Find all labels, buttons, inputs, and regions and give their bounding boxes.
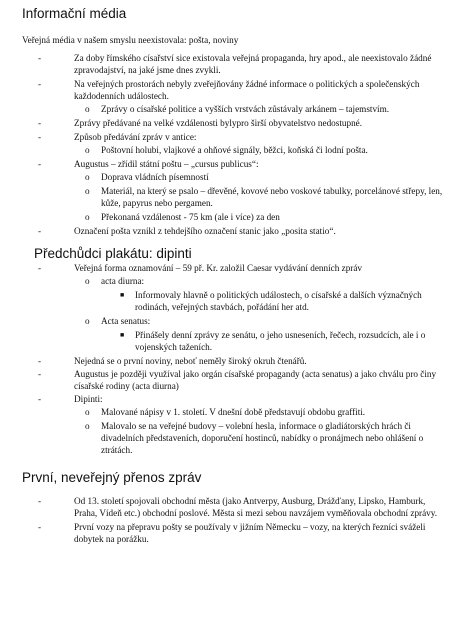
- bullet-list: [22, 52, 447, 237]
- circle-bullet-icon: o: [85, 186, 90, 196]
- dash-bullet-icon: -: [38, 496, 42, 506]
- section-prvni-neverejny-prenos: [22, 470, 447, 545]
- intro-paragraph: Veřejná média v našem smyslu neexistovala: pošta, noviny: [22, 35, 239, 45]
- dash-bullet-icon: -: [38, 522, 42, 532]
- sub-list-item: o Malovalo se na veřejné budovy – volební hesla, informace o gladiátorských hrách či divadelních představeních, doporučení hostinců, nabídky o pronájmech nebo ohlášení o ztrátách.: [85, 421, 424, 455]
- circle-bullet-icon: o: [85, 421, 90, 431]
- section-heading: První, neveřejný přenos zpráv: [22, 470, 202, 485]
- sub-list-item: o Překonaná vzdálenost - 75 km (ale i více) za den: [85, 212, 280, 222]
- dash-bullet-icon: -: [38, 356, 42, 366]
- dash-bullet-icon: -: [38, 79, 42, 89]
- list-item: - Označení pošta vznikl z tehdejšího označení stanic jako „posita statio“.: [38, 226, 336, 236]
- list-item: - Dipinti: o Malované nápisy v 1. století. V dnešní době představují obdobu graffiti. o Malovalo se na veřejné budovy – volební hesla, informace o gladiátorských hrách či divadelních představeních, doporučení hostinců, nabídky o pronájmech nebo ohlášení o ztrátách.: [22, 393, 447, 456]
- sub-sub-list: [101, 329, 447, 353]
- circle-bullet-icon: o: [85, 145, 90, 155]
- list-item: - Nejedná se o první noviny, neboť neměly široký okruh čtenářů.: [38, 356, 307, 366]
- sub-list: [74, 144, 447, 156]
- dash-bullet-icon: -: [38, 132, 42, 142]
- dash-bullet-icon: -: [38, 394, 42, 404]
- sub-list-item: o Doprava vládních písemností: [85, 172, 209, 182]
- sub-sub-list: [101, 289, 447, 313]
- circle-bullet-icon: o: [85, 212, 90, 222]
- sub-list-item: o Acta senatus: ■ Přinášely denní zprávy ze senátu, o jeho usneseních, řečech, rozsudcích, ale i o vojenských taženích.: [74, 315, 447, 353]
- list-item: - Zprávy předávané na velké vzdálenosti bylypro širší obyvatelstvo nedostupné.: [38, 118, 363, 128]
- dash-bullet-icon: -: [38, 369, 42, 379]
- dash-bullet-icon: -: [38, 53, 42, 63]
- sub-list: [74, 406, 447, 456]
- dash-bullet-icon: -: [38, 118, 42, 128]
- list-item: - Způsob předávání zpráv v antice: o Poštovní holubi, vlajkové a ohňové signály, běžci, koňská či lodní pošta.: [22, 131, 447, 156]
- circle-bullet-icon: o: [85, 104, 90, 114]
- sub-list-item: o Poštovní holubi, vlajkové a ohňové signály, běžci, koňská či lodní pošta.: [85, 145, 368, 155]
- list-item: - Veřejná forma oznamování – 59 př. Kr. založil Caesar vydávání denních zpráv o acta diurna: ■ Informovaly hlavně o politických událostech, o císařské a dalších význačných rodinách, veřejných stavbách, pořádání her atd. o Acta senatus: ■ Přinášely denní zprávy ze senátu, o jeho usneseních, řečech, rozsudcích, ale i o vojenských taženích.: [22, 262, 447, 353]
- bullet-list: [22, 262, 447, 456]
- bullet-list: [22, 495, 447, 545]
- sub-list-item: o acta diurna: ■ Informovaly hlavně o politických událostech, o císařské a dalších význačných rodinách, veřejných stavbách, pořádání her atd.: [74, 275, 447, 313]
- sub-list-item: o Zprávy o císařské politice a vyšších vrstvách zůstávaly arkánem – tajemstvím.: [85, 104, 390, 114]
- list-item: - Augustus je později využíval jako orgán císařské propagandy (acta senatus) a jako chválu pro činy císařské rodiny (acta diurna): [38, 369, 437, 391]
- sub-list: [74, 275, 447, 353]
- circle-bullet-icon: o: [85, 172, 90, 182]
- sub-sub-list-item: ■ Informovaly hlavně o politických událostech, o císařské a dalších význačných rodinách, veřejných stavbách, pořádání her atd.: [120, 290, 422, 312]
- section-heading: Předchůdci plakátu: dipinti: [34, 246, 192, 261]
- dash-bullet-icon: -: [38, 159, 42, 169]
- section-informacni-media: [22, 6, 447, 237]
- sub-list-item: o Materiál, na který se psalo – dřevěné, kovové nebo voskové tabulky, porcelánové střepy, len, kůže, papyrus nebo pergamen.: [85, 186, 443, 208]
- list-item: - Na veřejných prostorách nebyly zveřejňovány žádné informace o politických a společenských každodenních událostech. o Zprávy o císařské politice a vyšších vrstvách zůstávaly arkánem – tajemstvím.: [22, 78, 447, 115]
- square-bullet-icon: ■: [120, 331, 125, 339]
- sub-list: [74, 103, 447, 115]
- section-predchudci-plakatu: [22, 246, 447, 456]
- square-bullet-icon: ■: [120, 291, 125, 299]
- dash-bullet-icon: -: [38, 226, 42, 236]
- dash-bullet-icon: -: [38, 263, 42, 273]
- section-heading: Informační média: [22, 6, 127, 21]
- circle-bullet-icon: o: [85, 316, 90, 326]
- sub-list: [74, 171, 447, 223]
- sub-list-item: o Malované nápisy v 1. století. V dnešní době představují obdobu graffiti.: [85, 407, 366, 417]
- sub-sub-list-item: ■ Přinášely denní zprávy ze senátu, o jeho usneseních, řečech, rozsudcích, ale i o vojenských taženích.: [120, 330, 426, 352]
- list-item: - První vozy na přepravu pošty se používaly v jižním Německu – vozy, na kterých řezníci sváželi dobytek na porážku.: [38, 522, 426, 544]
- circle-bullet-icon: o: [85, 276, 90, 286]
- list-item: - Augustus – zřídil státní poštu – „cursus publicus“: o Doprava vládních písemností o Materiál, na který se psalo – dřevěné, kovové nebo voskové tabulky, porcelánové střepy, len, kůže, papyrus nebo pergamen. o Překonaná vzdálenost - 75 km (ale i více) za den: [22, 158, 447, 223]
- list-item: - Za doby římského císařství sice existovala veřejná propaganda, hry apod., ale neexistovalo žádné zpravodajství, na jaké jsme dnes zvykli.: [38, 53, 432, 75]
- circle-bullet-icon: o: [85, 407, 90, 417]
- list-item: - Od 13. století spojovali obchodní města (jako Antverpy, Ausburg, Drážďany, Lipsko, Hamburk, Praha, Vídeň etc.) obchodní poslové. Města si mezi sebou navzájem vyměňovala obchodní zprávy.: [38, 496, 438, 518]
